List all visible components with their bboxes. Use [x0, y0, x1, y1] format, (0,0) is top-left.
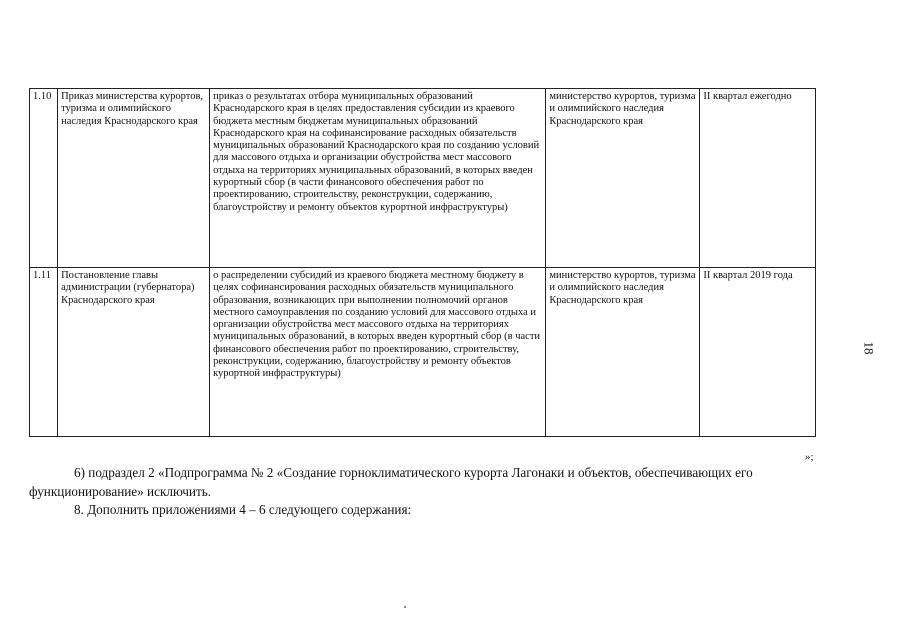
document-subject: о распределении субсидий из краевого бюджета местному бюджету в целях софинансирования расходных обязательств муниципального образования, возникающих при выполнении полномочий органов местного самоуправления по созданию условий для массового отдыха и организации обустройства мест массового отдыха на территориях муниципальных образований, в которых введен курортный сбор (в части финансового обеспечения работ по проектированию, строительству, реконструкции, содержанию, благоустройству и ремонту объектов курортной инфраструктуры) — [210, 268, 546, 437]
scan-speck — [404, 606, 406, 608]
responsible-body: министерство курортов, туризма и олимпийского наследия Краснодарского края — [546, 89, 700, 268]
closing-quote: »; — [805, 451, 814, 463]
table-row — [30, 89, 816, 268]
responsible-body: министерство курортов, туризма и олимпийского наследия Краснодарского края — [546, 268, 700, 437]
deadline: II квартал ежегодно — [700, 89, 816, 268]
plan-table — [29, 88, 816, 437]
paragraph-item-6: 6) подраздел 2 «Подпрограмма № 2 «Создание горноклиматического курорта Лагонаки и объектов, обеспечивающих его функционирование» исключить. — [29, 465, 753, 499]
deadline: II квартал 2019 года — [700, 268, 816, 437]
paragraph-item-8: 8. Дополнить приложениями 4 – 6 следующего содержания: — [74, 502, 412, 517]
row-number: 1.11 — [30, 268, 58, 437]
page-number: 18 — [861, 341, 877, 355]
table-row — [30, 268, 816, 437]
document-type: Приказ министерства курортов, туризма и олимпийского наследия Краснодарского края — [58, 89, 210, 268]
row-number: 1.10 — [30, 89, 58, 268]
document-type: Постановление главы администрации (губернатора) Краснодарского края — [58, 268, 210, 437]
document-subject: приказ о результатах отбора муниципальных образований Краснодарского края в целях предоставления субсидии из краевого бюджета местным бюджетам муниципальных образований Краснодарского края на софинансирование расходных обязательств муниципальных образований Краснодарского края по созданию условий для массового отдыха и организации обустройства мест массового отдыха на территориях муниципальных образований, в которых введен курортный сбор (в части финансового обеспечения работ по проектированию, строительству, реконструкции, содержанию, благоустройству и ремонту объектов курортной инфраструктуры) — [210, 89, 546, 268]
